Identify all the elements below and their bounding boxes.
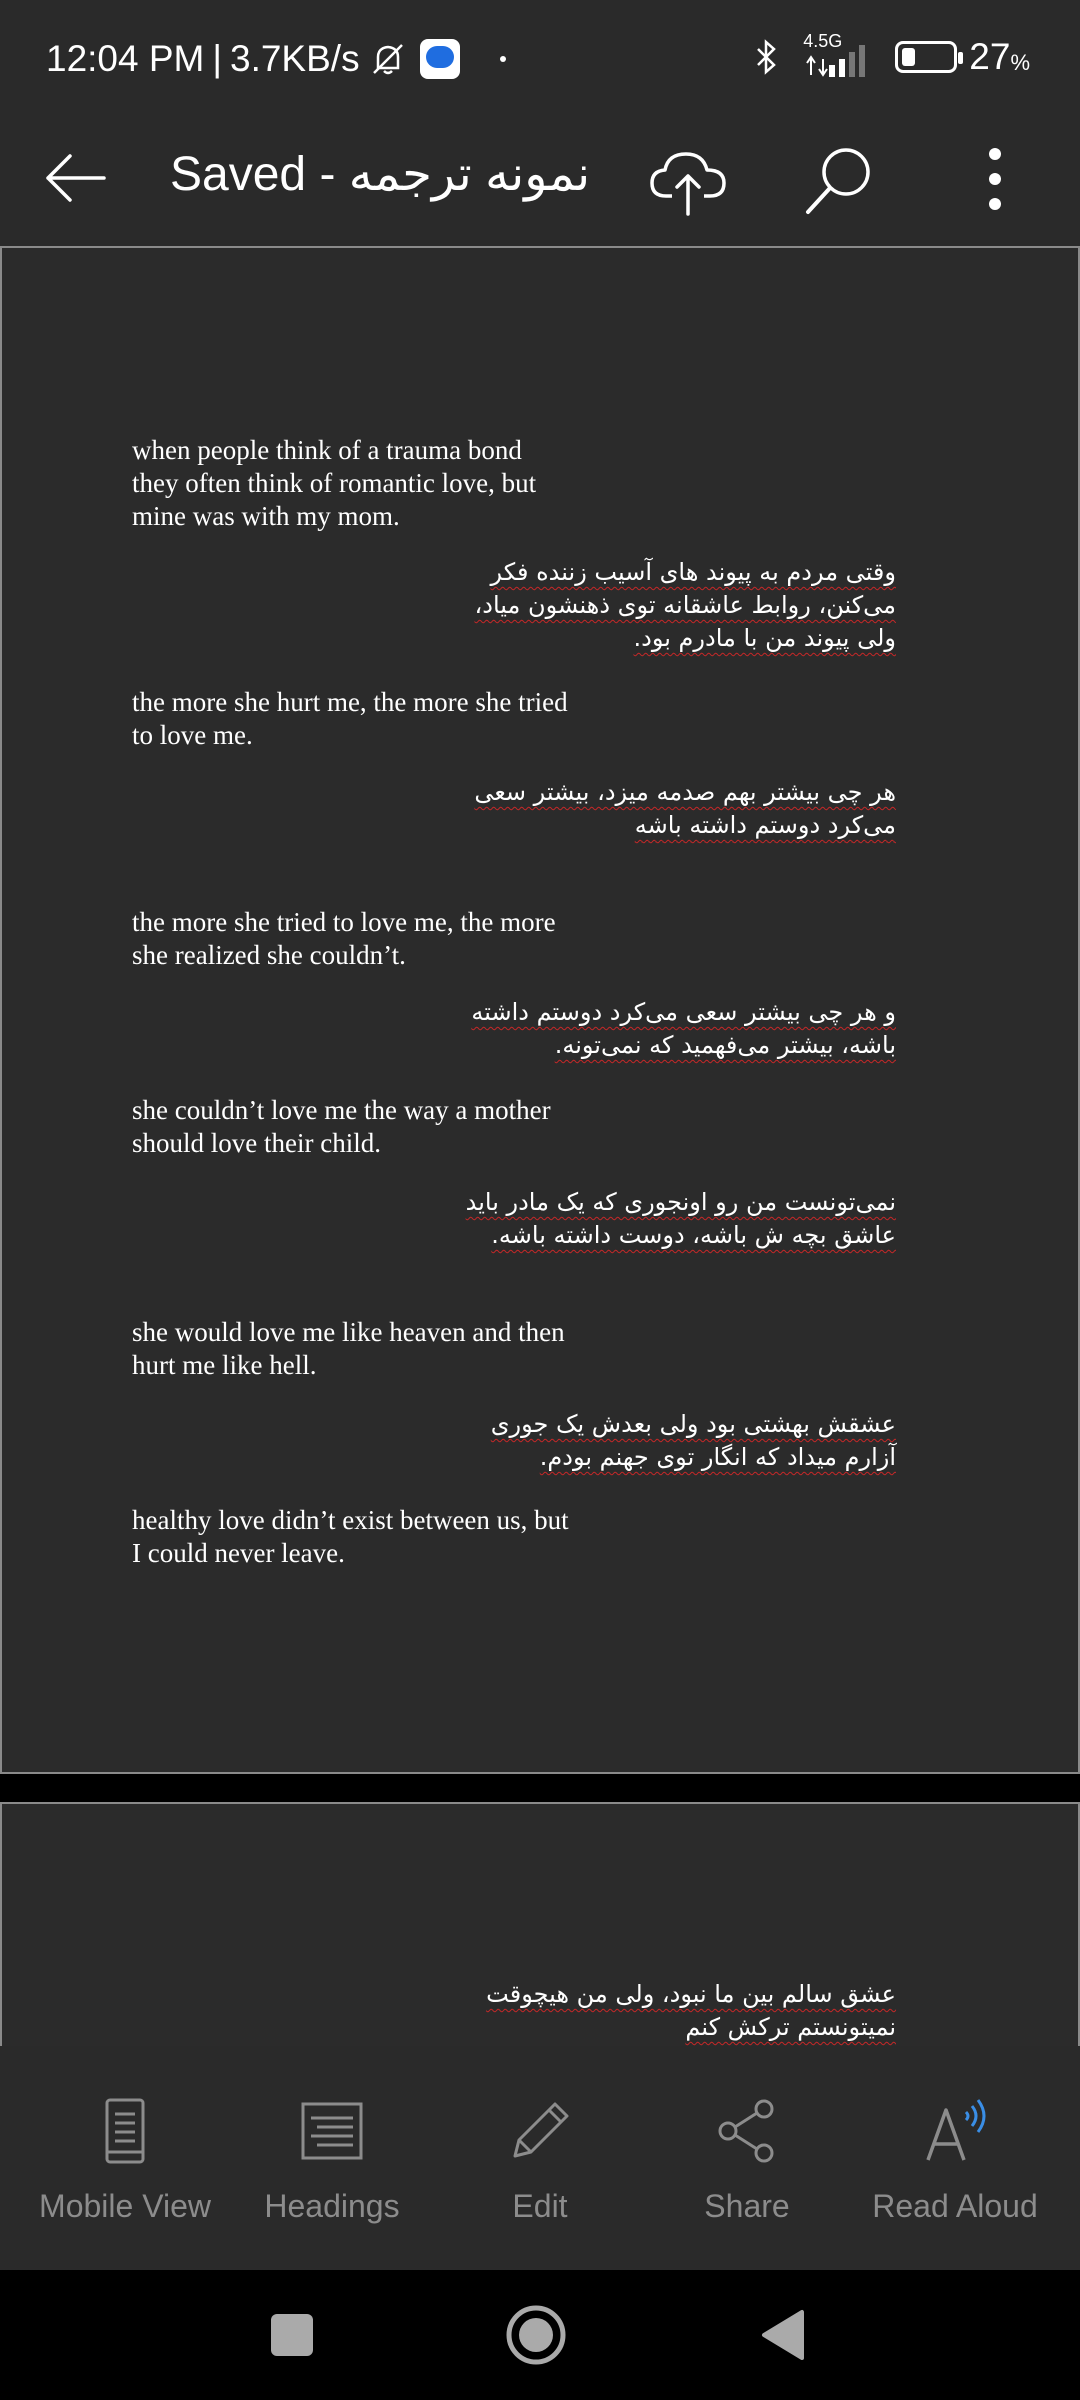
status-right (749, 30, 1030, 84)
paragraph-english[interactable]: she couldn’t love me the way a mother should love their child. (132, 1095, 551, 1158)
more-vert-icon[interactable] (960, 134, 1030, 224)
headings-label: Headings (264, 2188, 400, 2224)
system-nav-bar (0, 2270, 1080, 2400)
paragraph-persian[interactable]: عشقش بهشتی بود ولی بعدش یک جوری آزارم میداد که انگار توی جهنم بودم. (490, 1410, 896, 1471)
paragraph-persian[interactable]: عشق سالم بین ما نبود، ولی من هیچوقت نمیتونستم ترکش کنم (486, 1980, 896, 2041)
square-icon[interactable] (257, 2300, 327, 2370)
search-icon[interactable] (800, 134, 880, 224)
battery-percent-unit: % (1010, 50, 1030, 75)
read-aloud-button[interactable] (850, 2096, 1060, 2246)
paragraph-persian[interactable]: نمی‌تونست من رو اونجوری که یک مادر باید عاشق بچه ش باشه، دوست داشته باشه. (465, 1188, 896, 1249)
paragraph-persian[interactable]: و هر چی بیشتر سعی می‌کرد دوستم داشته باشه، بیشتر می‌فهمید که نمی‌تونه. (471, 998, 896, 1059)
pencil-icon (505, 2096, 575, 2166)
bluetooth-icon (749, 37, 783, 77)
back-arrow-icon[interactable] (40, 138, 120, 218)
read-aloud-label: Read Aloud (872, 2188, 1038, 2224)
edit-label: Edit (512, 2188, 568, 2224)
bottom-toolbar (0, 2046, 1080, 2270)
battery-icon (895, 41, 957, 73)
share-button[interactable] (642, 2096, 852, 2246)
cloud-upload-icon[interactable] (648, 134, 728, 224)
circle-icon[interactable] (501, 2300, 571, 2370)
cellular-signal-icon (799, 31, 879, 79)
mobile-view-label: Mobile View (39, 2188, 211, 2224)
app-bar (0, 116, 1080, 246)
list-icon (297, 2096, 367, 2166)
bell-off-icon (368, 39, 408, 79)
network-type: 4.5G (803, 31, 843, 51)
share-icon (712, 2096, 782, 2166)
mobile-view-button[interactable] (20, 2096, 230, 2246)
read-aloud-icon (920, 2096, 990, 2166)
paragraph-english[interactable]: the more she tried to love me, the more she realized she couldn’t. (132, 907, 556, 970)
phone-icon (90, 2096, 160, 2166)
status-separator: | (212, 38, 222, 79)
clock: 12:04 PM (46, 38, 205, 79)
document-canvas[interactable] (0, 246, 1080, 2046)
document-page[interactable] (0, 246, 1080, 1774)
messages-icon (420, 39, 460, 79)
paragraph-english[interactable]: she would love me like heaven and then hurt me like hell. (132, 1317, 565, 1380)
share-label: Share (704, 2188, 790, 2224)
paragraph-persian[interactable]: هر چی بیشتر بهم صدمه میزد، بیشتر سعی می‌کرد دوستم داشته باشه (474, 778, 896, 839)
document-title[interactable]: Saved - نمونه ترجمه (170, 148, 591, 201)
notification-dot-icon (500, 56, 506, 62)
triangle-icon[interactable] (750, 2300, 820, 2370)
paragraph-english[interactable]: the more she hurt me, the more she tried to love me. (132, 687, 568, 750)
network-speed: 3.7KB/s (230, 38, 360, 79)
edit-button[interactable] (435, 2096, 645, 2246)
status-left (46, 34, 506, 84)
battery-percent: 27 (969, 36, 1011, 77)
status-bar (0, 0, 1080, 116)
document-page[interactable] (0, 1802, 1080, 2046)
paragraph-english[interactable]: when people think of a trauma bond they often think of romantic love, but mine was with my mom. (132, 435, 537, 531)
paragraph-persian[interactable]: وقتی مردم به پیوند های آسیب زننده فکر می‌کنن، روابط عاشقانه توی ذهنشون میاد، ولی پیوند من با مادرم بود. (474, 558, 896, 652)
headings-button[interactable] (227, 2096, 437, 2246)
paragraph-english[interactable]: healthy love didn’t exist between us, but I could never leave. (132, 1505, 569, 1568)
